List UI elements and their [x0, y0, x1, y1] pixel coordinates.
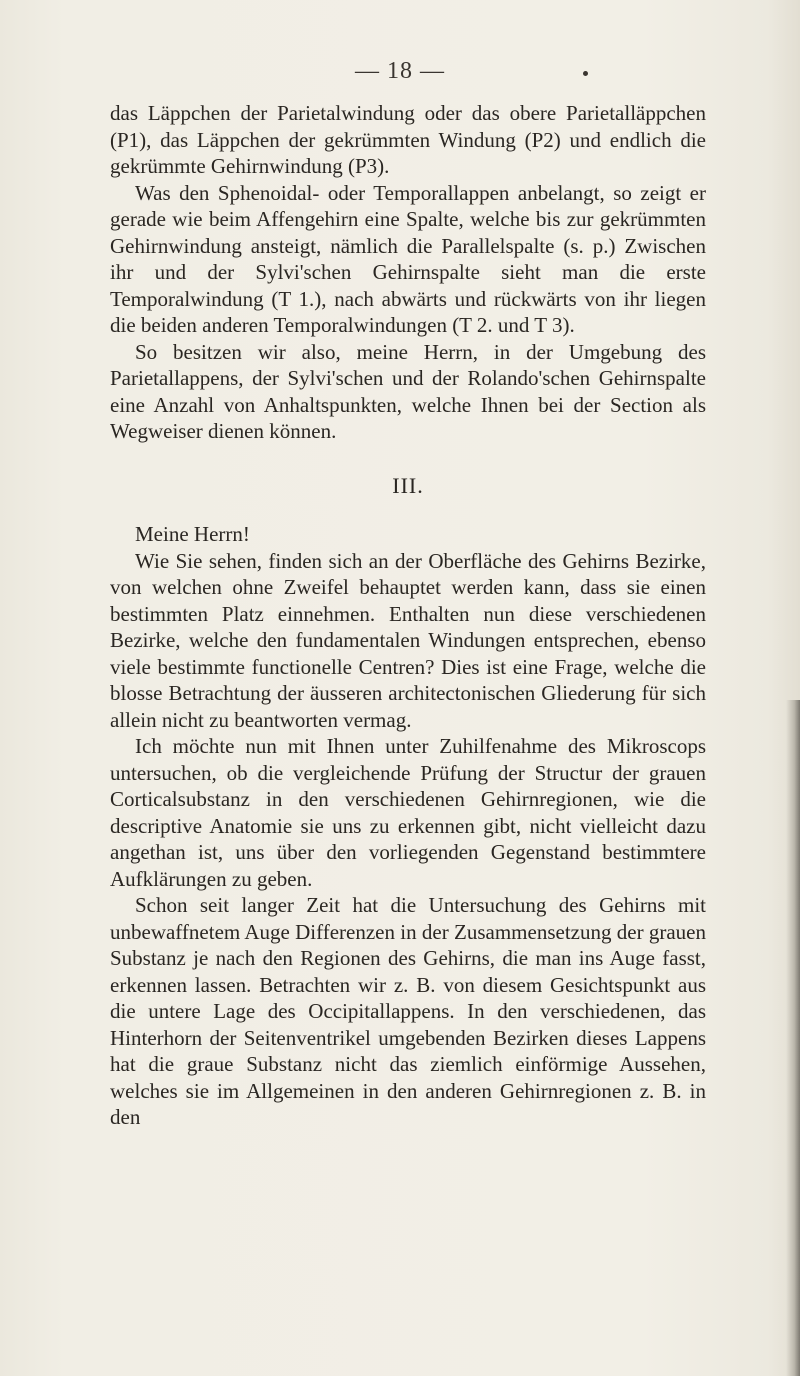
section-heading: III. — [392, 472, 424, 498]
paragraph: Wie Sie sehen, finden sich an der Oberfläche des Gehirns Bezirke, von welchen ohne Zweifel behauptet werden kann, dass sie einen bestimmten Platz einnehmen. Enthalten nun diese verschiedenen Bezirke, welche den fundamentalen Windungen entsprechen, ebenso viele bestimmte functionelle Centren? Dies ist eine Frage, welche die blosse Betrachtung der äusseren architectonischen Gliederung für sich allein nicht zu beantworten vermag. — [110, 548, 706, 732]
paragraph: das Läppchen der Parietalwindung oder das obere Parietalläppchen (P1), das Läppchen der gekrümmten Windung (P2) und endlich die gekrümmte Gehirnwindung (P3). — [110, 101, 706, 178]
paragraph: So besitzen wir also, meine Herrn, in der Umgebung des Parietallappens, der Sylvi'schen und der Rolando'schen Gehirnspalte eine Anzahl von Anhaltspunkten, welche Ihnen bei der Section als Wegweiser dienen können. — [110, 339, 706, 443]
salutation: Meine Herrn! — [135, 522, 250, 546]
page-number: — 18 — — [355, 58, 445, 84]
ink-speck — [583, 71, 588, 76]
paragraph: Ich möchte nun mit Ihnen unter Zuhilfenahme des Mikroscops untersuchen, ob die vergleichende Prüfung der Structur der grauen Corticalsubstanz in den verschiedenen Gehirnregionen, wie die descriptive Anatomie sie uns zu erkennen gibt, nicht vielleicht dazu angethan ist, uns über den vorliegenden Gegenstand bestimmtere Aufklärungen zu geben. — [110, 734, 706, 891]
page-edge-shadow — [786, 700, 800, 1376]
body-text — [110, 100, 706, 1131]
paragraph: Schon seit langer Zeit hat die Untersuchung des Gehirns mit unbewaffnetem Auge Differenzen in der Zusammensetzung der grauen Substanz je nach den Regionen des Gehirns, die man ins Auge fasst, erkennen lassen. Betrachten wir z. B. von diesem Gesichtspunkt aus die untere Lage des Occipitallappens. In den verschiedenen, das Hinterhorn der Seitenventrikel umgebenden Bezirken dieses Lappens hat die graue Substanz nicht das ziemlich einförmige Aussehen, welches sie im Allgemeinen in den anderen Gehirnregionen z. B. in den — [110, 893, 706, 1129]
paragraph: Was den Sphenoidal- oder Temporallappen anbelangt, so zeigt er gerade wie beim Affengehirn eine Spalte, welche bis zur gekrümmten Gehirnwindung ansteigt, nämlich die Parallelspalte (s. p.) Zwischen ihr und der Sylvi'schen Gehirnspalte sieht man die erste Temporalwindung (T 1.), nach abwärts und rückwärts von ihr liegen die beiden anderen Temporalwindungen (T 2. und T 3). — [110, 180, 706, 337]
